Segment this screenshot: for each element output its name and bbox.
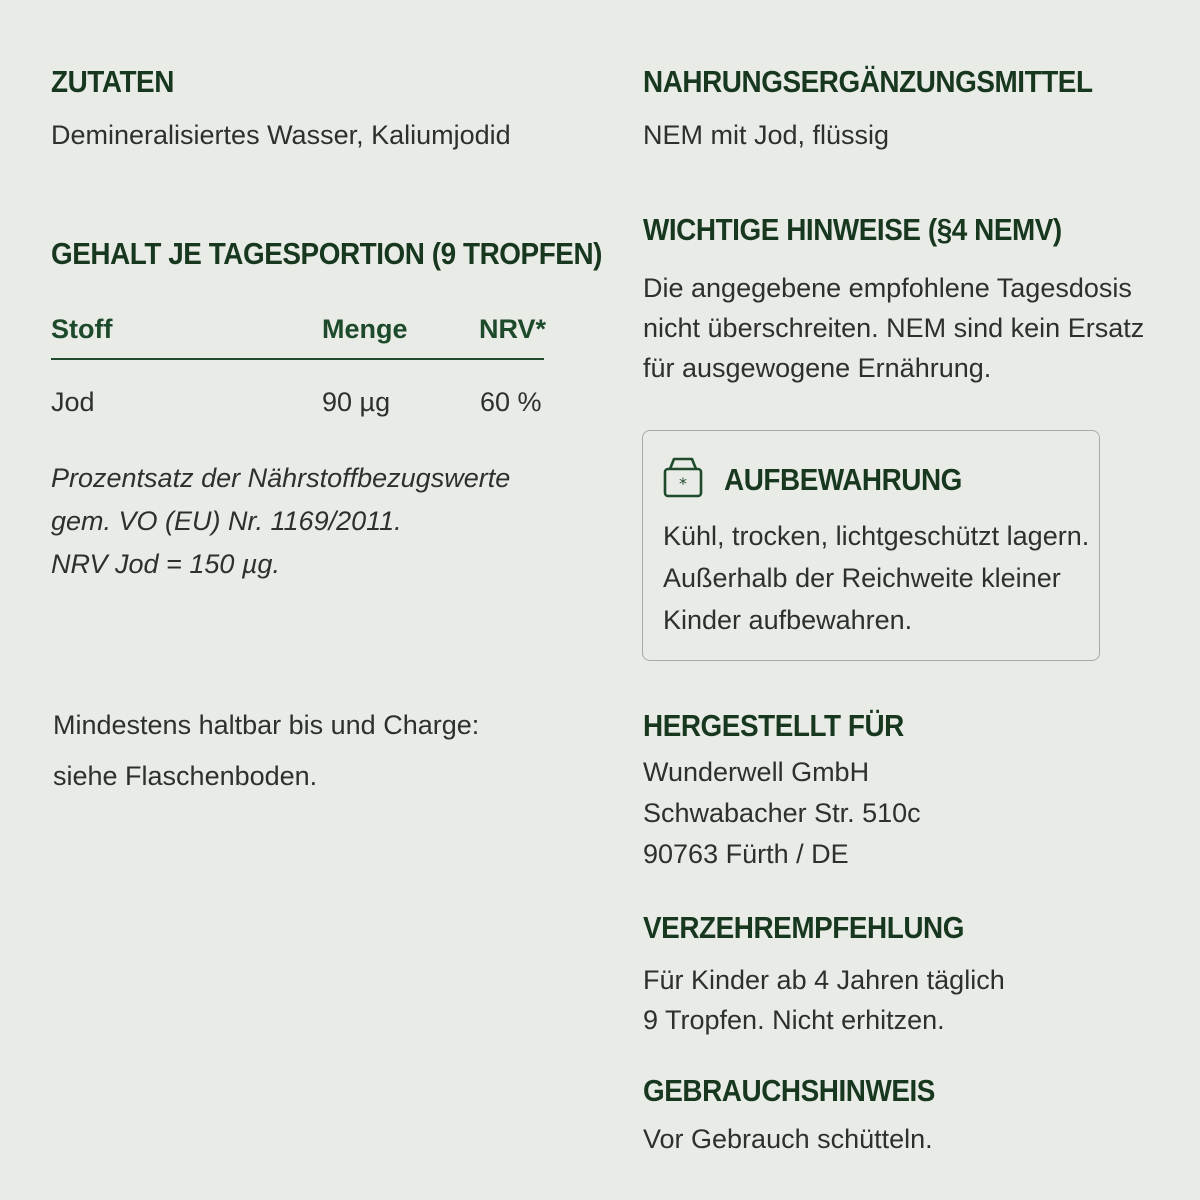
storage-line: Außerhalb der Reichweite kleiner (663, 563, 1061, 593)
supplement-text: NEM mit Jod, flüssig (643, 120, 890, 150)
notes-text (643, 268, 1144, 388)
table-cell-amount: 90 µg (322, 387, 391, 417)
supplement-heading: NAHRUNGSERGÄNZUNGSMITTEL (643, 64, 1093, 99)
table-header-substance: Stoff (51, 314, 113, 344)
manufacturer-line: Schwabacher Str. 510c (643, 798, 921, 828)
notes-line: für ausgewogene Ernährung. (643, 353, 992, 383)
table-header-divider (51, 358, 544, 360)
nrv-footnote (51, 457, 510, 586)
manufacturer-heading: HERGESTELLT FÜR (643, 708, 904, 743)
storage-line: Kinder aufbewahren. (663, 605, 913, 635)
usage-heading: GEBRAUCHSHINWEIS (643, 1073, 935, 1108)
nrv-footnote-line: Prozentsatz der Nährstoffbezugswerte (51, 463, 511, 493)
ingredients-heading: ZUTATEN (51, 64, 174, 99)
usage-text: Vor Gebrauch schütteln. (643, 1124, 933, 1154)
notes-line: nicht überschreiten. NEM sind kein Ersatz (643, 313, 1145, 343)
dosage-text (643, 960, 1005, 1040)
nrv-footnote-line: NRV Jod = 150 µg. (51, 549, 280, 579)
table-header-nrv: NRV* (479, 314, 547, 344)
best-before-line: siehe Flaschenboden. (53, 761, 318, 791)
storage-line: Kühl, trocken, lichtgeschützt lagern. (663, 521, 1090, 551)
nutrition-heading: GEHALT JE TAGESPORTION (9 TROPFEN) (51, 236, 602, 271)
notes-line: Die angegebene empfohlene Tagesdosis (643, 273, 1132, 303)
table-cell-substance: Jod (51, 387, 95, 417)
notes-heading: WICHTIGE HINWEISE (§4 NEMV) (643, 212, 1062, 247)
storage-box-icon (662, 456, 704, 498)
table-cell-nrv: 60 % (480, 387, 542, 417)
svg-text:*: * (679, 474, 687, 493)
nrv-footnote-line: gem. VO (EU) Nr. 1169/2011. (51, 506, 402, 536)
manufacturer-line: 90763 Fürth / DE (643, 839, 849, 869)
best-before-line: Mindestens haltbar bis und Charge: (53, 710, 480, 740)
manufacturer-address (643, 752, 921, 875)
storage-text (663, 515, 1089, 641)
table-header-amount: Menge (322, 314, 408, 344)
manufacturer-line: Wunderwell GmbH (643, 757, 870, 787)
storage-heading: AUFBEWAHRUNG (724, 462, 962, 497)
dosage-line: Für Kinder ab 4 Jahren täglich (643, 965, 1005, 995)
dosage-heading: VERZEHREMPFEHLUNG (643, 910, 964, 945)
dosage-line: 9 Tropfen. Nicht erhitzen. (643, 1005, 945, 1035)
best-before-note (53, 700, 479, 802)
ingredients-text: Demineralisiertes Wasser, Kaliumjodid (51, 120, 511, 150)
